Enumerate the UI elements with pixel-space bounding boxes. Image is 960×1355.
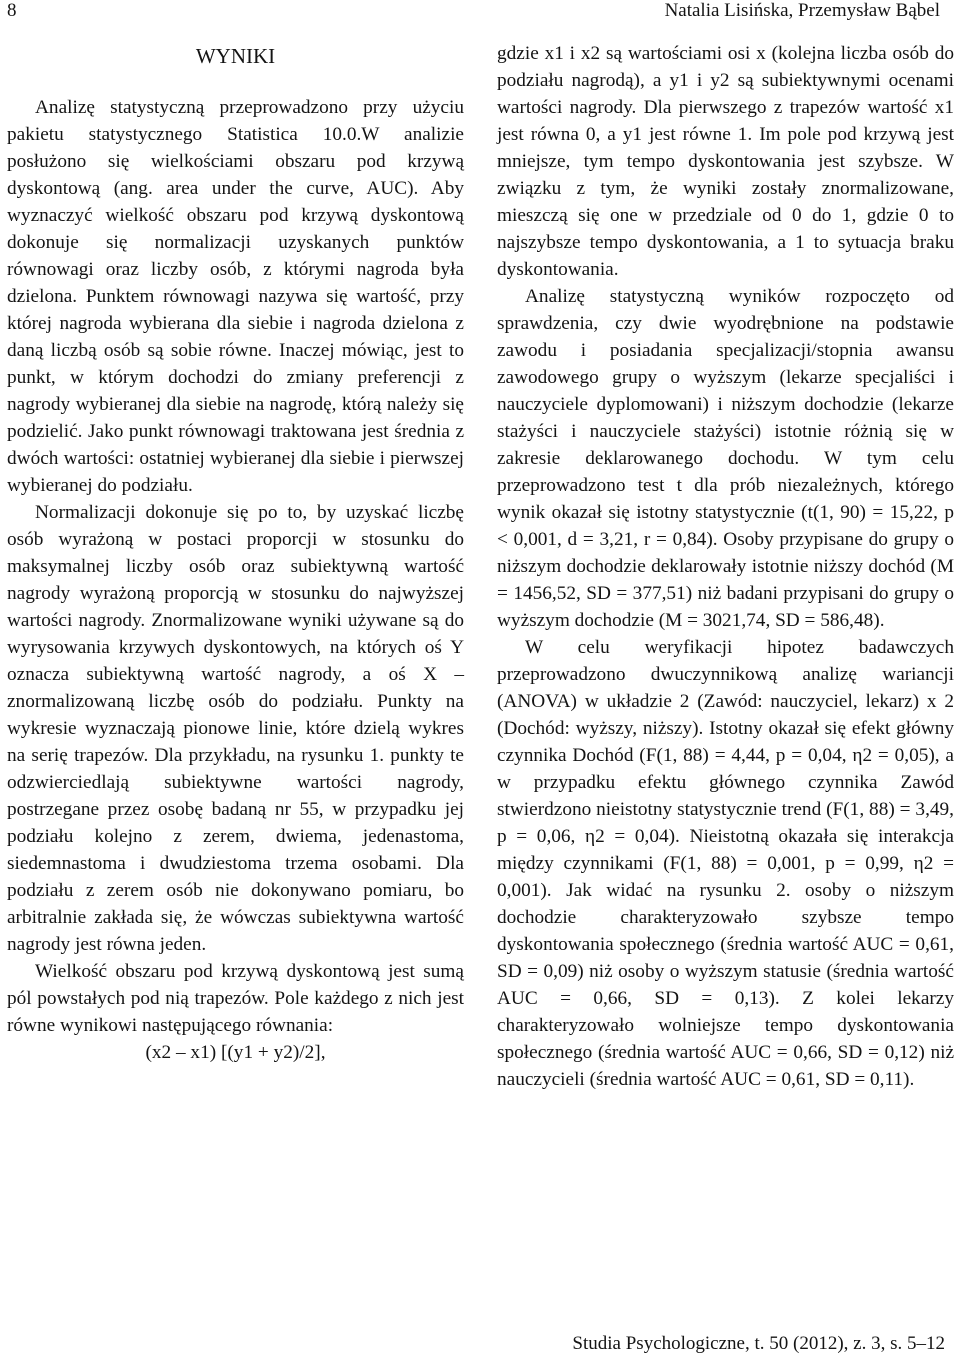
left-column [7,40,464,1066]
paragraph: Wielkość obszaru pod krzywą dyskontową jest sumą pól powstałych pod nią trapezów. Pole każdego z nich jest równe wynikowi następującego równania: [7,961,464,1036]
paragraph: W celu weryfikacji hipotez badawczych przeprowadzono dwuczynnikową analizę wariancji (ANOVA) w układzie 2 (Zawód: nauczyciel, lekarz) x 2 (Dochód: wyższy, niższy). Istotny okazał się efekt główny czynnika Dochód (F(1, 88) = 4,44, p = 0,04, η2 = 0,05), a w przypadku efektu głównego czynnika Zawód stwierdzono nieistotny statystycznie trend (F(1, 88) = 3,49, p = 0,06, η2 = 0,04). Nieistotną okazała się interakcja między czynnikami (F(1, 88) = 0,001, p = 0,99, η2 = 0,001). Jak widać na rysunku 2. osoby o niższym dochodzie charakteryzowało szybsze tempo dyskontowania społecznego (średnia wartość AUC = 0,61, SD = 0,09) niż osoby o wyższym statusie (średnia wartość AUC = 0,66, SD = 0,13). Z kolei lekarzy charakteryzowało wolniejsze tempo dyskontowania społecznego (średnia wartość AUC = 0,66, SD = 0,12) niż nauczycieli (średnia wartość AUC = 0,61, SD = 0,11). [497,637,954,1090]
page-header [0,0,960,30]
equation: (x2 – x1) [(y1 + y2)/2], [145,1042,326,1063]
paragraph: Analizę statystyczną wyników rozpoczęto od sprawdzenia, czy dwie wyodrębnione na podstawie zawodu i posiadania specjalizacji/stopnia awansu zawodowego grupy o wyższym (lekarze specjaliści i nauczyciele dyplomowani) i niższym dochodzie (lekarze stażyści i nauczyciele stażyści) istotnie różnią się w zakresie deklarowanego dochodu. W tym celu przeprowadzono test t dla prób niezależnych, którego wynik okazał się istotny statystycznie (t(1, 90) = 15,22, p < 0,001, d = 3,21, r = 0,84). Osoby przypisane do grupy o niższym dochodzie deklarowały istotnie niższy dochód (M = 1456,52, SD = 377,51) niż badani przypisani do grupy o wyższym dochodzie (M = 3021,74, SD = 586,48). [497,286,954,631]
paragraph: Analizę statystyczną przeprowadzono przy użyciu pakietu statystycznego Statistica 10.0.W analizie posłużono się wielkościami obszaru pod krzywą dyskontową (ang. area under the curve, AUC). Aby wyznaczyć wielkość obszaru pod krzywą dyskontową dokonuje się normalizacji uzyskanych punktów równowagi oraz liczby osób, z którymi nagroda była dzielona. Punktem równowagi nazywa się wartość, przy której nagroda wybierana dla siebie i nagroda dzielona z daną liczbą osób są sobie równe. Inaczej mówiąc, jest to punkt, w którym dochodzi do zmiany preferencji z nagrody wybieranej dla siebie na nagrodę, którą należy się podzielić. Jako punkt równowagi traktowana jest średnia z dwóch wartości: ostatniej wybieranej dla siebie i pierwszej wybieranej do podziału. [7,97,464,496]
paragraph: Normalizacji dokonuje się po to, by uzyskać liczbę osób wyrażoną w postaci proporcji w stosunku do maksymalnej liczby osób oraz subiektywną wartość nagrody wyrażoną proporcją w stosunku do najwyższej wartości nagrody. Znormalizowane wyniki używane są do wyrysowania krzywych dyskontowych, na których oś Y oznacza subiektywną wartość nagrody, a oś X – znormalizowaną liczbę osób do podziału. Punkty na wykresie wyznaczają pionowe linie, które dzielą wykres na serię trapezów. Dla przykładu, na rysunku 1. punkty te odzwierciedlają subiektywne wartości nagrody, postrzegane przez osobę badaną nr 55, w przypadku jej podziału kolejno z zerem, dwiema, jedenastoma, siedemnastoma i dwudziestoma trzema osobami. Dla podziału z zerem osób nie dokonywano pomiaru, bo arbitralnie zakłada się, że wówczas subiektywna wartość nagrody jest równa jeden. [7,502,464,955]
running-head: Natalia Lisińska, Przemysław Bąbel [664,0,940,21]
paragraph: gdzie x1 i x2 są wartościami osi x (kolejna liczba osób do podziału nagrodą), a y1 i y2 są subiektywnymi ocenami wartości nagrody. Dla pierwszego z trapezów wartość x1 jest równa 0, a y1 jest równe 1. Im pole pod krzywą jest mniejsze, tym tempo dyskontowania jest szybsze. W związku z tym, że wyniki zostały znormalizowane, mieszczą się one w przedziale od 0 do 1, gdzie 0 to najszybsze tempo dyskontowania, a 1 to sytuacja braku dyskontowania. [497,43,954,280]
right-column [497,40,954,1093]
page-number: 8 [7,0,17,21]
journal-footer: Studia Psychologiczne, t. 50 (2012), z. 3, s. 5–12 [572,1333,945,1354]
section-title: WYNIKI [195,44,276,68]
